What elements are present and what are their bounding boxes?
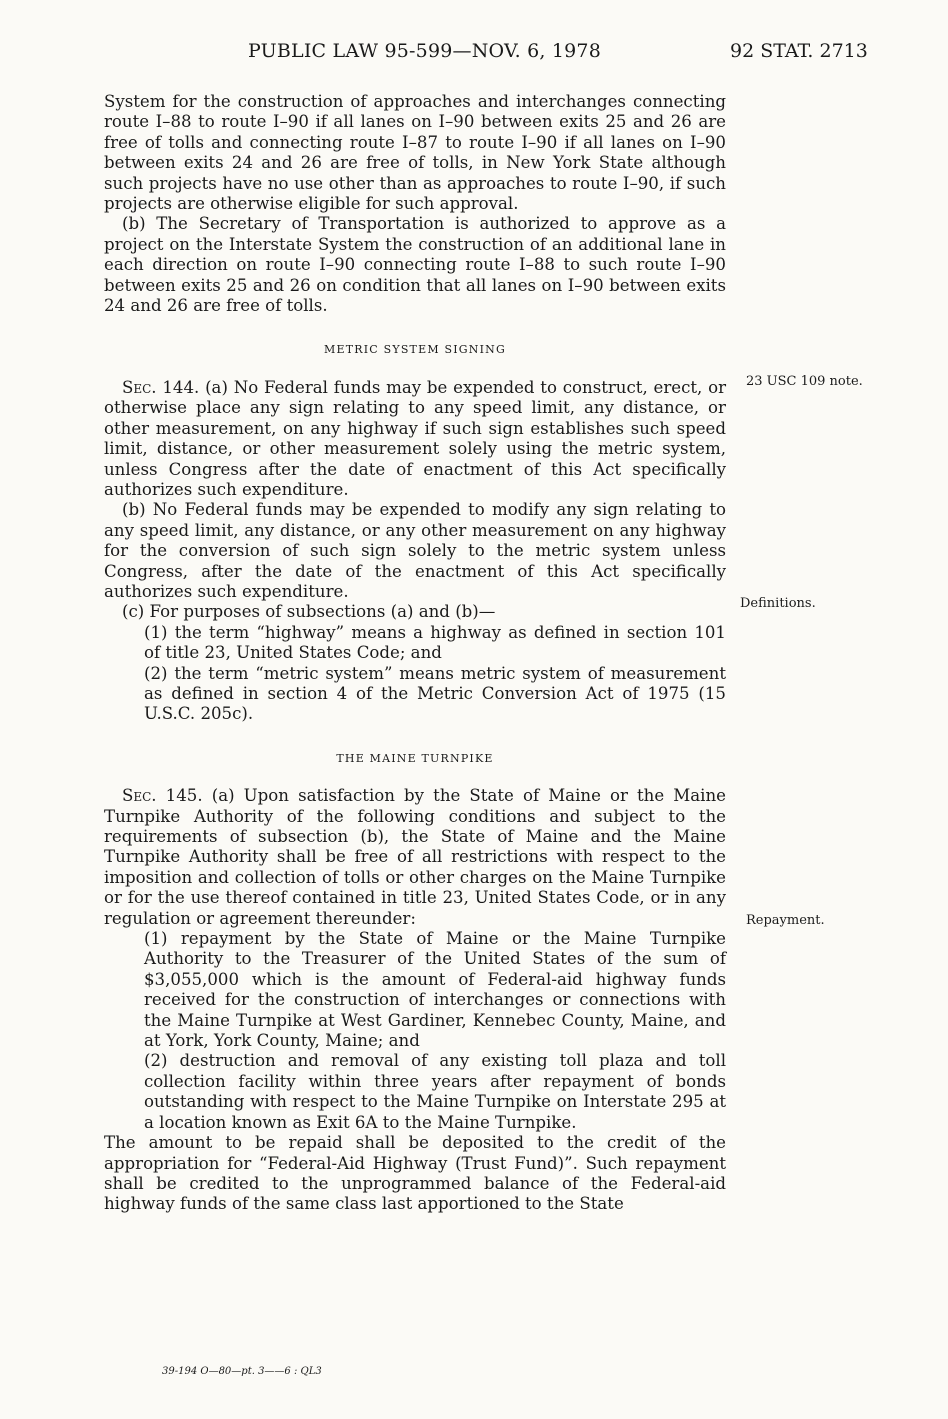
margin-note-repayment: Repayment. bbox=[746, 913, 825, 928]
section-heading-metric: METRIC SYSTEM SIGNING bbox=[324, 343, 506, 357]
sec144-b: (b) No Federal funds may be expended to modify any sign relating to any speed limit, any distance, or any other measurement on any highway for the conversion of such sign solely to the metric system unless Congress, after the date of the enactment of this Act specifically authorizes such expenditure. bbox=[104, 500, 726, 601]
sec145-tail: The amount to be repaid shall be deposited to the credit of the appropriation for “Federal-Aid Highway (Trust Fund)”. Such repayment shall be credited to the unprogrammed balance of the Federal-aid highway funds of the same class last apportioned to the State bbox=[104, 1133, 726, 1214]
body-text bbox=[104, 92, 726, 1215]
printer-code-footer: 39-194 O—80—pt. 3——6 : QL3 bbox=[162, 1366, 322, 1377]
page-header-stat: 92 STAT. 2713 bbox=[730, 40, 868, 62]
page-header-title: PUBLIC LAW 95-599—NOV. 6, 1978 bbox=[248, 40, 601, 62]
margin-note-definitions: Definitions. bbox=[740, 596, 816, 611]
sec145-lead: Sec. 145. bbox=[122, 786, 203, 806]
sec145-item-2: (2) destruction and removal of any existing toll plaza and toll collection facility within three years after repayment of bonds outstanding with respect to the Maine Turnpike on Interstate 295 at a location known as Exit 6A to the Maine Turnpike. bbox=[144, 1051, 726, 1132]
section-heading-maine: THE MAINE TURNPIKE bbox=[336, 751, 494, 765]
sec144-c2: (2) the term “metric system” means metric system of measurement as defined in section 4 of the Metric Conversion Act of 1975 (15 U.S.C. 205c). bbox=[144, 663, 726, 724]
sec144-a-text: (a) No Federal funds may be expended to construct, erect, or otherwise place any sign relating to any speed limit, any distance, or other measurement, on any highway if such sign establishes such speed limit, distance, or other measurement solely using the metric system, unless Congress after the date of enactment of this Act specifically authorizes such expenditure. bbox=[104, 377, 726, 499]
sec144-c: (c) For purposes of subsections (a) and (b)— bbox=[122, 602, 496, 622]
sec145-a-text: (a) Upon satisfaction by the State of Maine or the Maine Turnpike Authority of the following conditions and subject to the requirements of subsection (b), the State of Maine and the Maine Turnpike Authority shall be free of all restrictions with respect to the imposition and collection of tolls or other charges on the Maine Turnpike or for the use thereof contained in title 23, United States Code, or in any regulation or agreement thereunder: bbox=[104, 786, 726, 928]
sec144-lead: Sec. 144. bbox=[122, 377, 200, 397]
sec145-item-1: (1) repayment by the State of Maine or the Maine Turnpike Authority to the Treasurer of the United States of the sum of $3,055,000 which is the amount of Federal-aid highway funds received for the construction of interchanges or connections with the Maine Turnpike at West Gardiner, Kennebec County, Maine, and at York, York County, Maine; and bbox=[144, 929, 726, 1051]
paragraph-b: (b) The Secretary of Transportation is authorized to approve as a project on the Interstate System the construction of an additional lane in each direction on route I–90 connecting route I–88 to such route I–90 between exits 25 and 26 on condition that all lanes on I–90 between exits 24 and 26 are free of tolls. bbox=[104, 214, 726, 316]
paragraph-continuation: System for the construction of approaches and interchanges connecting route I–88 to route I–90 if all lanes on I–90 between exits 25 and 26 are free of tolls and connecting route I–87 to route I–90 if all lanes on I–90 between exits 24 and 26 are free of tolls, in New York State although such projects have no use other than as approaches to route I–90, if such projects are otherwise eligible for such approval. bbox=[104, 92, 726, 214]
sec144-c1: (1) the term “highway” means a highway as defined in section 101 of title 23, United States Code; and bbox=[144, 622, 726, 663]
margin-note-usc: 23 USC 109 note. bbox=[746, 374, 863, 389]
sec144-a bbox=[104, 378, 726, 500]
sec145-a bbox=[104, 786, 726, 929]
